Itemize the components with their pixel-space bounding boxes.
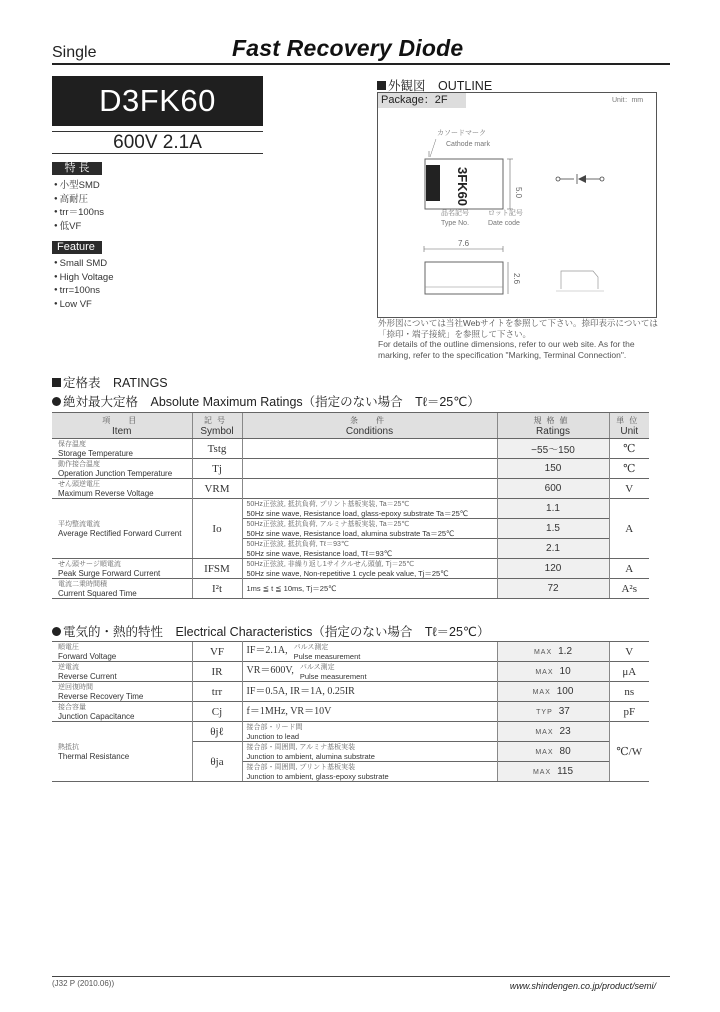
table-row: 電流二乗時間積 Current Squared Time I²t 1ms ≦ t ≦ 10ms, Tj＝25℃ 72 A²s xyxy=(52,579,649,599)
circle-bullet-icon xyxy=(52,627,61,636)
part-number: D3FK60 xyxy=(52,76,263,126)
package-end-view xyxy=(561,271,598,289)
marking-text: 3FK60 xyxy=(455,167,470,207)
package-side-view xyxy=(425,262,503,294)
diode-symbol-icon xyxy=(556,174,604,184)
abs-ratings-table xyxy=(52,412,649,599)
ratings-title: 定格表 RATINGS xyxy=(52,373,168,391)
table-row: せん頭サージ順電流 Peak Surge Forward Current IFSM 50Hz正弦波, 非繰り返し1サイクルせん頭値, Tj＝25℃ 50Hz sine wave, Non-repetitive 1 cycle peak value, Tj＝25℃ 120 A xyxy=(52,559,649,579)
date-code-en: Date code xyxy=(488,220,520,227)
dim-height-label: 5.0 xyxy=(514,187,523,199)
website-link[interactable]: www.shindengen.co.jp/product/semi/ xyxy=(509,981,656,991)
table-row: 熱抵抗 Thermal Resistance θjℓ 接合部・リード間 Junction to lead MAX 23 ℃/W xyxy=(52,722,649,742)
list-item: ● 小型SMD xyxy=(54,179,104,193)
page-title: Fast Recovery Diode xyxy=(232,35,464,61)
table-row: 逆電流 Reverse Current IR VR＝600V, パルス測定 Pulse measurement MAX 10 μA xyxy=(52,662,649,682)
list-item: ● High Voltage xyxy=(54,271,114,285)
table-row: 順電圧 Forward Voltage VF IF＝2.1A, パルス測定 Pulse measurement MAX 1.2 V xyxy=(52,642,649,662)
abs-max-title: 絶対最大定格 Absolute Maximum Ratings（指定のない場合 Tℓ＝25℃） xyxy=(52,392,480,410)
elec-ratings-table xyxy=(52,641,649,782)
list-item: ● 低VF xyxy=(54,220,104,234)
square-bullet-icon xyxy=(377,81,386,90)
elec-char-title: 電気的・熱的特性 Electrical Characteristics（指定のない場合 Tℓ＝25℃） xyxy=(52,622,489,640)
features-en-list xyxy=(54,257,114,311)
features-en-label: Feature xyxy=(52,241,102,254)
list-item: ● 高耐圧 xyxy=(54,193,104,207)
doc-code: (J32 P (2010.06)) xyxy=(52,979,115,988)
table-row: 接合部・周囲間, プリント基板実装 Junction to ambient, glass-epoxy substrate MAX 115 xyxy=(52,762,649,782)
list-item: ● Low VF xyxy=(54,298,114,312)
outline-note-jp: 外形図については当社Webサイトを参照して下さい。捺印表示については「捺印・端子接続」を参照して下さい。 xyxy=(378,318,658,339)
table-header: 項 目 Item 記号 Symbol 条 件 Conditions 規格値 Ratings 単位 Unit xyxy=(52,413,649,439)
date-code-jp: ロット記号 xyxy=(488,209,523,217)
table-row: せん頭逆電圧 Maximum Reverse Voltage VRM 600 V xyxy=(52,479,649,499)
table-row: 平均整流電流 Average Rectified Forward Current Io 50Hz正弦波, 抵抗負荷, プリント基板実装, Ta＝25℃ 50Hz sine wave, Resistance load, glass-epoxy substrate Ta＝25℃ 1.1 A xyxy=(52,499,649,519)
outline-note-en: For details of the outline dimensions, refer to our web site. As for the marking, refer to the specification "Marking, Terminal Connection". xyxy=(378,339,635,360)
square-bullet-icon xyxy=(52,378,61,387)
outline-drawing xyxy=(378,109,656,315)
category-label: Single xyxy=(52,44,97,61)
outline-note xyxy=(378,318,668,360)
package-label: Package：2F xyxy=(378,93,466,108)
dim-side-label: 2.6 xyxy=(512,273,521,285)
footer-divider xyxy=(52,976,670,977)
features-jp-label: 特 長 xyxy=(52,162,102,175)
type-no-jp: 品名記号 xyxy=(441,209,469,217)
list-item: ● Small SMD xyxy=(54,257,114,271)
cathode-mark-jp: カソードマーク xyxy=(437,129,486,137)
part-rating: 600V 2.1A xyxy=(52,131,263,154)
circle-bullet-icon xyxy=(52,397,61,406)
list-item: ● trr＝100ns xyxy=(54,206,104,220)
cathode-band xyxy=(426,165,440,201)
features-jp-list xyxy=(54,179,104,233)
table-row: θja 接合部・周囲間, アルミナ基板実装 Junction to ambient, alumina substrate MAX 80 xyxy=(52,742,649,762)
table-row: 保存温度 Storage Temperature Tstg −55～150 ℃ xyxy=(52,439,649,459)
dim-width-label: 7.6 xyxy=(458,239,470,248)
unit-label: Unit：mm xyxy=(612,97,644,104)
table-row: 接合容量 Junction Capacitance Cj f＝1MHz, VR＝10V TYP 37 pF xyxy=(52,702,649,722)
outline-title: 外観図 OUTLINE xyxy=(377,76,492,94)
list-item: ● trr=100ns xyxy=(54,284,114,298)
table-row: 逆回復時間 Reverse Recovery Time trr IF＝0.5A, IR＝1A, 0.25IR MAX 100 ns xyxy=(52,682,649,702)
table-row: 50Hz正弦波, 抵抗負荷, アルミナ基板実装, Ta＝25℃ 50Hz sine wave, Resistance load, alumina substrate Ta＝25℃ 1.5 xyxy=(52,519,649,539)
cathode-mark-en: Cathode mark xyxy=(446,141,490,148)
header-divider xyxy=(52,63,670,65)
table-row: 動作接合温度 Operation Junction Temperature Tj 150 ℃ xyxy=(52,459,649,479)
table-row: 50Hz正弦波, 抵抗負荷, Tℓ＝93℃ 50Hz sine wave, Resistance load, Tℓ＝93℃ 2.1 xyxy=(52,539,649,559)
type-no-en: Type No. xyxy=(441,220,470,227)
